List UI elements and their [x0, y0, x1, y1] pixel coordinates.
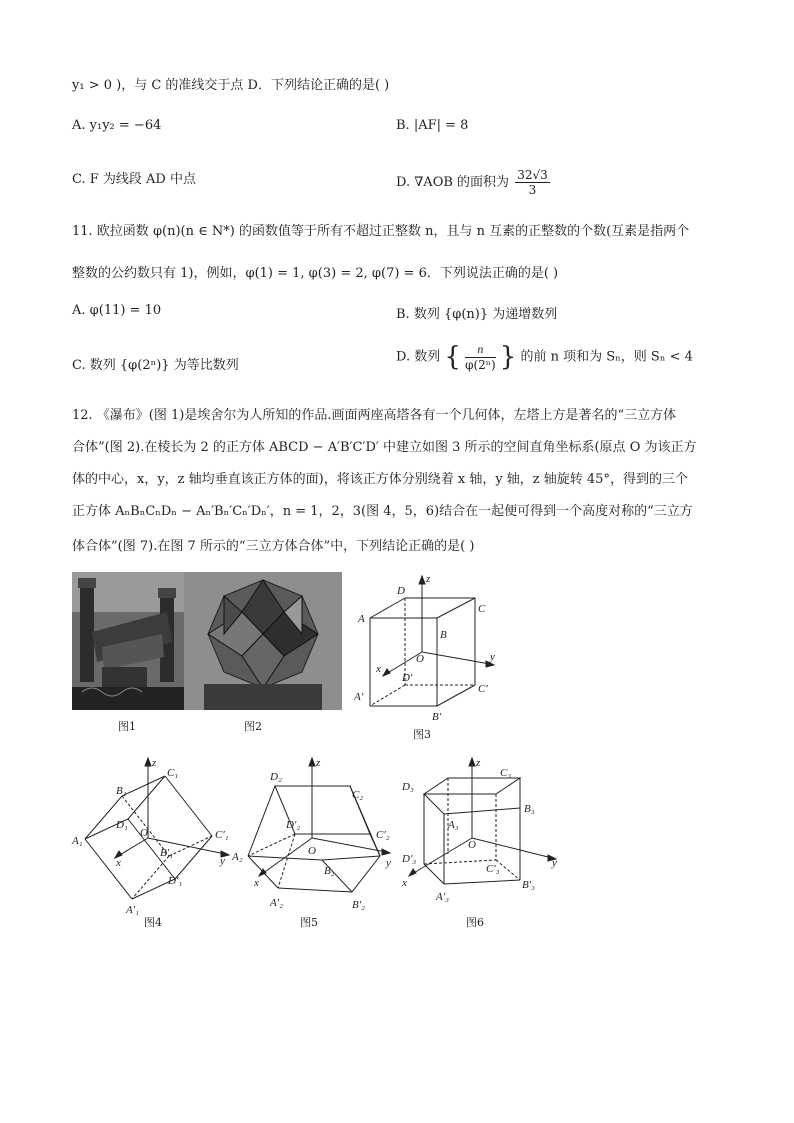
fraction-denominator: φ(2ⁿ) — [465, 358, 496, 372]
fig3-label-x: x — [376, 663, 381, 675]
figure-3-caption: 图3 — [413, 728, 431, 741]
fig3-label-z: z — [426, 573, 431, 585]
fig3-label-a-prime: A′ — [354, 691, 364, 703]
fig6-label-d3: D₃ — [402, 781, 414, 793]
figure-4-caption: 图4 — [144, 916, 162, 929]
figure-1-waterfall-image — [72, 572, 184, 710]
fig5-label-b2-prime: B′₂ — [352, 899, 365, 911]
fig5-label-c2: C₂ — [352, 789, 364, 801]
fig4-label-a1-prime: A′₁ — [126, 904, 139, 916]
q10-option-d-fraction — [515, 168, 550, 197]
q11-option-a: A. φ(11) = 10 — [72, 303, 162, 318]
fig3-label-d: D — [397, 585, 405, 597]
figure-5-caption: 图5 — [300, 916, 318, 929]
fig5-label-c2-prime: C′₂ — [376, 829, 390, 841]
fig6-label-o: O — [468, 839, 476, 851]
q12-line4: 正方体 AₙBₙCₙDₙ − Aₙ′Bₙ′Cₙ′Dₙ′，n = 1，2，3(图 4，5，6)结合在一起便可得到一个高度对称的“三立方 — [72, 504, 693, 519]
fig4-label-d1: D₁ — [116, 819, 128, 831]
fraction-denominator: 3 — [528, 183, 537, 197]
fraction-numerator: 32√3 — [517, 168, 548, 182]
fig5-label-o: O — [308, 845, 316, 857]
fig3-label-y: y — [490, 651, 495, 663]
fig6-label-a3: A₃ — [448, 819, 459, 831]
fig6-label-c3-prime: C′₃ — [486, 863, 500, 875]
fig3-label-d-prime: D′ — [402, 672, 413, 684]
q12-line3: 体的中心，x，y，z 轴均垂直该正方体的面)，将该正方体分别绕着 x 轴，y 轴，z 轴旋转 45°，得到的三个 — [72, 472, 688, 487]
fig4-label-o: O — [140, 827, 148, 839]
q10-option-a: A. y₁y₂ = −64 — [72, 118, 162, 133]
fig4-label-x: x — [116, 857, 121, 869]
fig4-label-z: z — [152, 757, 157, 769]
figure-5-cube-rotated-y — [230, 756, 400, 916]
figure-6-cube-rotated-z — [396, 756, 571, 916]
fig6-label-d3-prime: D′₃ — [402, 853, 417, 865]
fig6-label-b3-prime: B′₃ — [522, 879, 535, 891]
fig4-label-c1: C₁ — [167, 767, 179, 779]
fig5-label-z: z — [316, 757, 321, 769]
right-brace: } — [499, 342, 517, 372]
fig4-label-b1-prime: B′₁ — [160, 847, 173, 859]
q11-option-d-suffix: 的前 n 项和为 Sₙ，则 Sₙ < 4 — [520, 349, 693, 365]
q12-line5: 体合体”(图 7).在图 7 所示的“三立方体合体”中，下列结论正确的是( ) — [72, 539, 475, 554]
fig3-label-c-prime: C′ — [478, 683, 488, 695]
left-brace: { — [444, 342, 461, 372]
fig4-label-a1: A₁ — [72, 835, 83, 847]
q11-option-d-fraction — [465, 342, 496, 372]
fig6-label-b3: B₃ — [524, 803, 535, 815]
fig3-label-b-prime: B′ — [432, 711, 442, 723]
fraction-numerator: n — [465, 342, 496, 358]
q10-option-c: C. F 为线段 AD 中点 — [72, 172, 196, 187]
q11-option-d-prefix: D. 数列 — [396, 349, 441, 365]
fig4-label-y: y — [220, 855, 225, 867]
fig3-label-c: C — [478, 603, 486, 615]
figure-2-caption: 图2 — [244, 720, 262, 733]
fig3-label-a: A — [358, 613, 365, 625]
figure-4-cube-rotated-x — [70, 756, 240, 916]
q11-stem-line1: 11. 欧拉函数 φ(n)(n ∈ N*) 的函数值等于所有不超过正整数 n，且与 n 互素的正整数的个数(互素是指两个 — [72, 224, 690, 239]
q12-line1: 12. 《瀑布》(图 1)是埃舍尔为人所知的作品.画面两座高塔各有一个几何体，左塔上方是著名的“三立方体 — [72, 408, 677, 423]
q11-option-b: B. 数列 {φ(n)} 为递增数列 — [396, 307, 558, 322]
fig5-label-d2-prime: D′₂ — [286, 819, 301, 831]
fig3-label-b: B — [440, 629, 447, 641]
figure-3-cube-diagram — [350, 570, 510, 730]
q10-option-d-prefix: D. ∇AOB 的面积为 — [396, 175, 510, 190]
q11-stem-line2: 整数的公约数只有 1)，例如，φ(1) = 1, φ(3) = 2, φ(7) = 6．下列说法正确的是( ) — [72, 266, 559, 281]
q11-option-c: C. 数列 {φ(2ⁿ)} 为等比数列 — [72, 358, 239, 373]
q10-stem-tail: y₁ > 0 )，与 C 的准线交于点 D．下列结论正确的是( ) — [72, 78, 390, 93]
fig5-label-b2: B₂ — [324, 865, 335, 877]
fig6-label-a3-prime: A′₃ — [436, 891, 449, 903]
q10-option-d — [396, 168, 550, 197]
fig6-label-y: y — [552, 857, 557, 869]
q10-option-b: B. |AF| = 8 — [396, 118, 469, 133]
fig6-label-z: z — [476, 757, 481, 769]
figure-6-caption: 图6 — [466, 916, 484, 929]
fig5-label-d2: D₂ — [270, 771, 282, 783]
fig5-label-a2: A₂ — [232, 851, 243, 863]
fig4-label-b1: B₁ — [116, 785, 127, 797]
q12-line2: 合体”(图 2).在棱长为 2 的正方体 ABCD − A′B′C′D′ 中建立如图 3 所示的空间直角坐标系(原点 O 为该正方 — [72, 440, 697, 455]
fig5-label-y: y — [386, 857, 391, 869]
fig3-label-o: O — [416, 653, 424, 665]
fig6-label-x: x — [402, 877, 407, 889]
figure-2-compound-image — [184, 572, 342, 710]
fig5-label-x: x — [254, 877, 259, 889]
figure-1-caption: 图1 — [118, 720, 136, 733]
fig4-label-c1-prime: C′₁ — [215, 829, 229, 841]
fig5-label-a2-prime: A′₂ — [270, 897, 283, 909]
q11-option-d — [396, 342, 693, 372]
fig4-label-d1-prime: D′₁ — [168, 875, 183, 887]
fig6-label-c3: C₃ — [500, 767, 512, 779]
